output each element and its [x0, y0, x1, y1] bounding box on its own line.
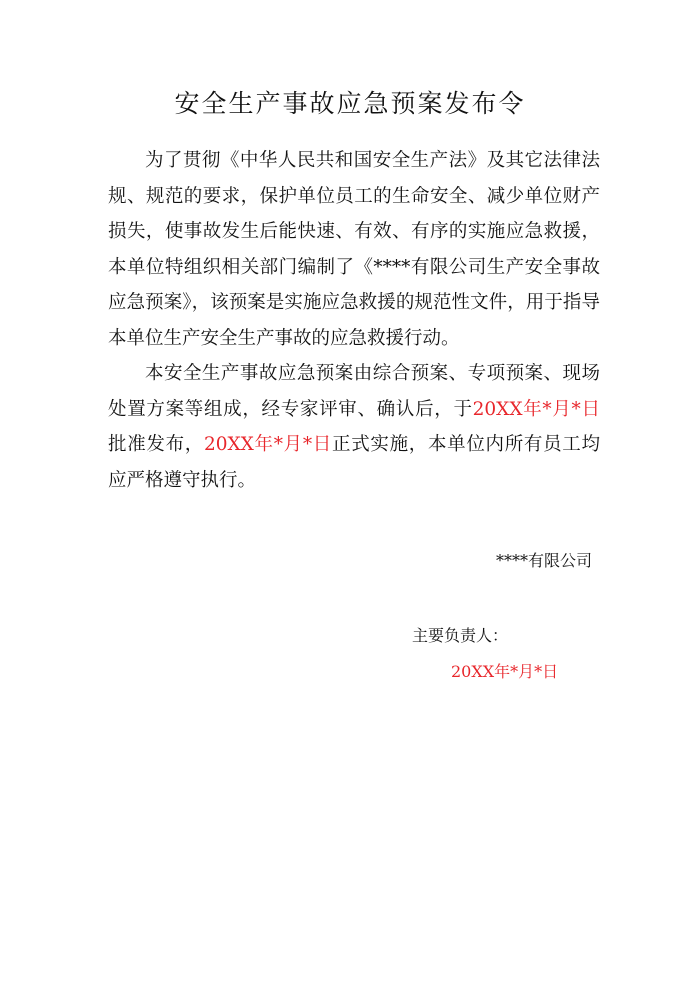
company-name: ****有限公司 [495, 551, 592, 570]
effective-date: 20XX年*月*日 [203, 434, 332, 455]
responsible-person-label: 主要负责人： [412, 626, 509, 645]
paragraph-purpose: 为了贯彻《中华人民共和国安全生产法》及其它法律法规、规范的要求，保护单位员工的生命安全、减少单位财产损失，使事故发生后能快速、有效、有序的实施应急救援，本单位特组织相关部门编制了《****有限公司生产安全事故应急预案》，该预案是实施应急救援的规范性文件，用于指导本单位生产安全生产事故的应急救援行动。 [108, 150, 600, 349]
signature-date: 20XX年*月*日 [451, 662, 559, 681]
paragraph-release-part-2: 批准发布， [108, 434, 204, 455]
approval-date: 20XX年*月*日 [472, 398, 600, 420]
document-title: 安全生产事故应急预案发布令 [174, 89, 526, 118]
paragraph-release-part-1: 本安全生产事故应急预案由综合预案、专项预案、现场处置方案等组成，经专家评审、确认后，于 [108, 363, 600, 420]
document-body [108, 143, 600, 498]
paragraph-release-part-3: 正式实施，本单位内所有员工均应严格遵守执行。 [108, 434, 600, 491]
paragraph-release [108, 356, 600, 498]
